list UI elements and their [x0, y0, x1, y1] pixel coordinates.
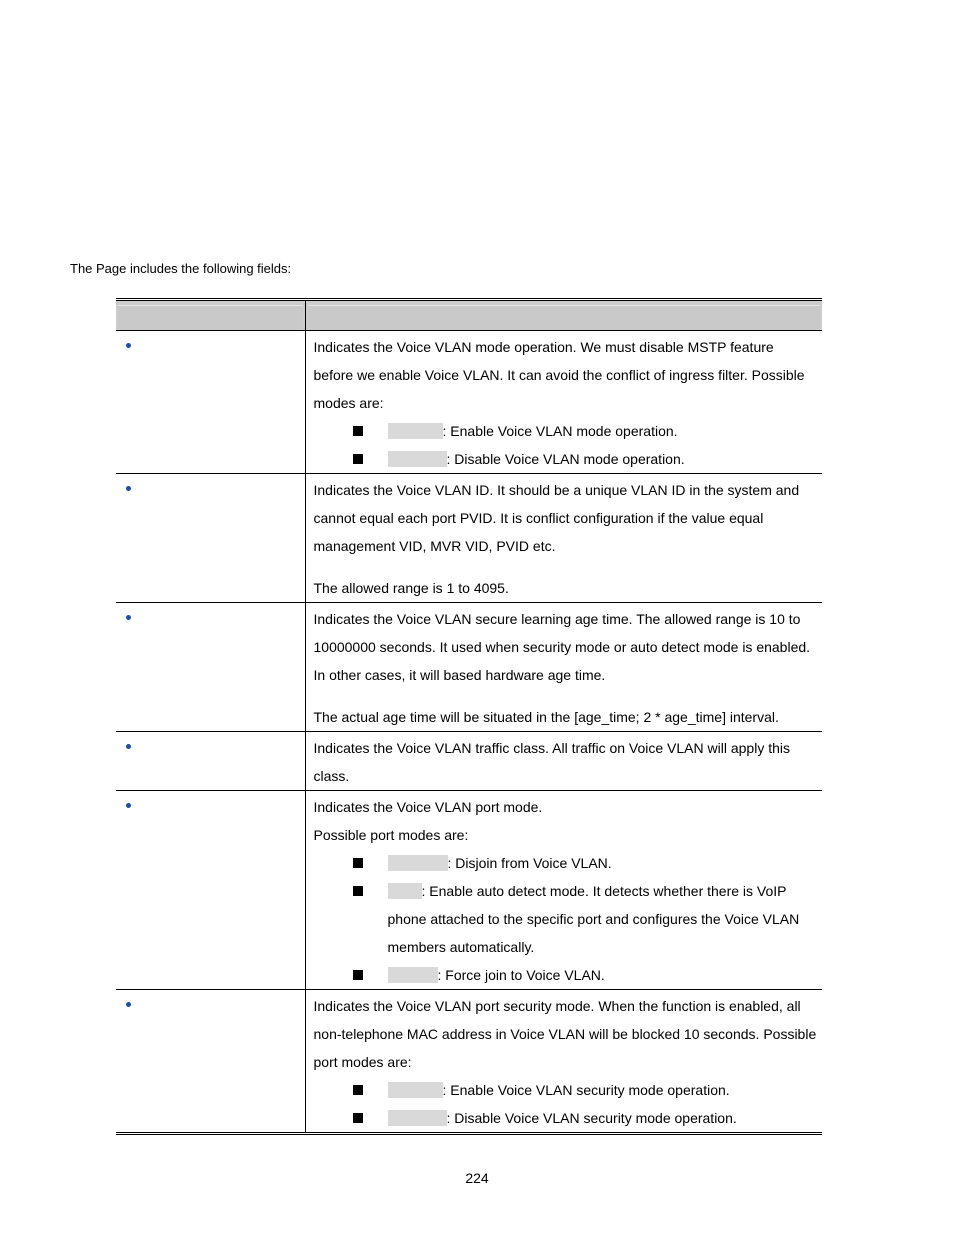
fields-table	[116, 298, 822, 1135]
description-line: Possible port modes are:	[313, 827, 469, 843]
table-row	[116, 990, 822, 1134]
field-name-cell	[116, 990, 305, 1134]
description-line: Indicates the Voice VLAN port security mode. When the function is enabled, all	[313, 998, 801, 1014]
description-line: before we enable Voice VLAN. It can avoid the conflict of ingress filter. Possible	[313, 367, 805, 383]
option-item	[314, 417, 815, 445]
square-bullet-icon	[353, 970, 363, 980]
bullet-icon	[126, 1002, 131, 1007]
table-row	[116, 474, 822, 603]
option-name-highlight	[388, 1082, 443, 1098]
option-item	[314, 1076, 815, 1104]
bullet-icon	[126, 744, 131, 749]
header-description	[305, 300, 822, 331]
option-text: phone attached to the specific port and configures the Voice VLAN	[387, 911, 800, 927]
option-text: : Disable Voice VLAN mode operation.	[446, 451, 685, 467]
square-bullet-icon	[353, 454, 363, 464]
option-text: : Disable Voice VLAN security mode operation.	[446, 1110, 737, 1126]
option-text: : Force join to Voice VLAN.	[437, 967, 605, 983]
description-line: modes are:	[313, 395, 384, 411]
description-line: port modes are:	[313, 1054, 412, 1070]
option-name-highlight	[388, 967, 438, 983]
page-number: 224	[465, 1170, 489, 1186]
description-line: Indicates the Voice VLAN mode operation. We must disable MSTP feature	[313, 339, 774, 355]
option-text: : Enable auto detect mode. It detects whether there is VoIP	[421, 883, 787, 899]
bullet-icon	[126, 486, 131, 491]
header-object	[116, 300, 305, 331]
table-row	[116, 603, 822, 732]
square-bullet-icon	[353, 426, 363, 436]
option-text: : Enable Voice VLAN mode operation.	[442, 423, 678, 439]
option-text: : Enable Voice VLAN security mode operation.	[442, 1082, 730, 1098]
option-name-highlight	[388, 451, 447, 467]
description-line: class.	[313, 768, 350, 784]
option-name-highlight	[388, 883, 422, 899]
option-name-highlight	[388, 1110, 447, 1126]
field-description-cell	[305, 331, 822, 474]
description-line: cannot equal each port PVID. It is conflict configuration if the value equal	[313, 510, 764, 526]
description-line: Indicates the Voice VLAN secure learning age time. The allowed range is 10 to	[313, 611, 801, 627]
description-line: In other cases, it will based hardware age time.	[313, 667, 606, 683]
option-item	[314, 1104, 815, 1132]
option-item	[314, 849, 815, 877]
description-line: The allowed range is 1 to 4095.	[313, 580, 509, 596]
option-item	[314, 445, 815, 473]
square-bullet-icon	[353, 886, 363, 896]
bullet-icon	[126, 803, 131, 808]
option-text: members automatically.	[387, 939, 535, 955]
option-name-highlight	[388, 423, 443, 439]
table-row	[116, 732, 822, 791]
table-header	[116, 300, 822, 331]
square-bullet-icon	[353, 858, 363, 868]
option-item	[314, 961, 815, 989]
description-line: The actual age time will be situated in the [age_time; 2 * age_time] interval.	[313, 709, 779, 725]
field-description-cell	[305, 603, 822, 732]
option-name-highlight	[388, 855, 448, 871]
description-line: Indicates the Voice VLAN port mode.	[313, 799, 543, 815]
description-line: Indicates the Voice VLAN ID. It should be a unique VLAN ID in the system and	[313, 482, 800, 498]
description-line: non-telephone MAC address in Voice VLAN will be blocked 10 seconds. Possible	[313, 1026, 817, 1042]
field-name-cell	[116, 732, 305, 791]
description-line: 10000000 seconds. It used when security mode or auto detect mode is enabled.	[313, 639, 811, 655]
table-row	[116, 791, 822, 990]
square-bullet-icon	[353, 1085, 363, 1095]
intro-text: The Page includes the following fields:	[70, 261, 292, 276]
bullet-icon	[126, 615, 131, 620]
field-description-cell	[305, 474, 822, 603]
field-name-cell	[116, 791, 305, 990]
option-text: : Disjoin from Voice VLAN.	[447, 855, 612, 871]
field-description-cell	[305, 990, 822, 1134]
option-item	[314, 877, 815, 961]
bullet-icon	[126, 343, 131, 348]
description-line: management VID, MVR VID, PVID etc.	[313, 538, 556, 554]
field-name-cell	[116, 331, 305, 474]
square-bullet-icon	[353, 1113, 363, 1123]
field-name-cell	[116, 474, 305, 603]
description-line: Indicates the Voice VLAN traffic class. All traffic on Voice VLAN will apply this	[313, 740, 790, 756]
field-name-cell	[116, 603, 305, 732]
table-row	[116, 331, 822, 474]
field-description-cell	[305, 791, 822, 990]
field-description-cell	[305, 732, 822, 791]
